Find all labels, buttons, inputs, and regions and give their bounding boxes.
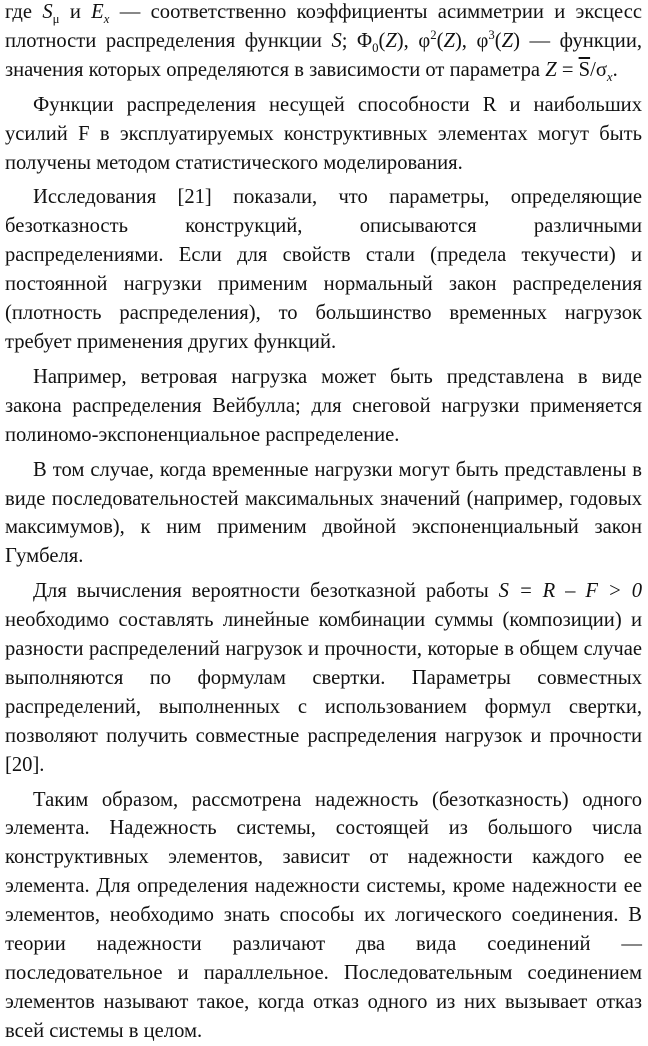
text: — функции, значения которых определяются в зависимости от параметра [5, 29, 642, 81]
formula: S = R – F > 0 [498, 580, 643, 603]
symbol-phi: φ [418, 29, 431, 52]
symbol-sigma: σ [595, 58, 607, 81]
sub-x: x [606, 69, 613, 84]
text: где [5, 1, 33, 23]
symbol-phi-upper: Φ [357, 29, 373, 52]
text: / [590, 58, 596, 81]
var-z: Z [385, 29, 397, 52]
paragraph-3: Исследования [21] показали, что параметры, определяющие безотказность конструкций, описываются различными распределениями. Если для свойств стали (предела текучести) и постоянной нагрузки применим нормальный закон распределения (плотность распределения), то большинство временных нагрузок требует применения других функций. [5, 186, 642, 353]
var-e: E [91, 1, 104, 23]
paragraph-7: Таким образом, рассмотрена надежность (безотказность) одного элемента. Надежность системы, состоящей из большого числа конструктивных элементов, зависит от надежности каждого ее элемента. Для определения надежности системы, кроме надежности ее элементов, необходимо знать способы их логического соединения. В теории надежности различают два вида соединений — последовательное и параллельное. Последовательным соединением элементов называют такое, когда отказ одного из них вызывает отказ всей системы в целом. [5, 788, 642, 1042]
var-s: S [331, 29, 342, 52]
paragraph-2: Функции распределения несущей способности R и наибольших усилий F в эксплуатируемых конструктивных элементах могут быть получены методом статистического моделирования. [5, 93, 642, 174]
paragraph-1: где $S_\mu$ и $E_x$ — соответственно коэффициенты асимметрии и эксцесс плотности распределения функции S; $\Phi_0(Z)$, $\varphi^2(Z)$, $\varphi^3(Z)$ — функции, значения которых определяются в зависимости от параметра $Z = \overline{S}/\sigma_x$. [5, 1, 642, 84]
paragraph-5: В том случае, когда временные нагрузки могут быть представлены в виде последовательностей максимальных значений (например, годовых максимумов), к ним применим двойной экспоненциальный закон Гумбеля. [5, 458, 642, 568]
symbol-phi: φ [476, 29, 489, 52]
sup-two: 2 [430, 28, 437, 43]
sub-mu: μ [52, 12, 60, 27]
text: ; [341, 29, 348, 52]
text: . [612, 58, 618, 81]
var-z: Z [501, 29, 514, 52]
text: необходимо составлять линейные комбинации суммы (композиции) и разности распределений нагрузок и прочности, которые в общем случае выполняются по формулам свертки. Параметры совместных распределений, выполненных с использованием формул свертки, позволяют получить совместные распределения нагрузок и прочности [20]. [5, 609, 642, 776]
text: Для вычисления вероятности безотказной работы [33, 580, 489, 603]
var-z: Z [443, 29, 455, 52]
text: = [561, 58, 574, 81]
var-s-bar: $\overline{S}$ [578, 58, 591, 81]
sup-three: 3 [488, 28, 495, 43]
sub-x: x [103, 12, 110, 27]
var-z: Z [545, 58, 557, 81]
text: и [69, 1, 81, 23]
var-s: S [42, 1, 53, 23]
text: — соответственно коэффициенты асимметрии и эксцесс плотности распределения функции [5, 1, 642, 52]
paragraph-6 [5, 577, 642, 779]
sub-zero: 0 [372, 41, 379, 56]
paragraph-4: Например, ветровая нагрузка может быть представлена в виде закона распределения Вейбулла; для снеговой нагрузки применяется полиномо-экспоненциальное распределение. [5, 365, 642, 446]
